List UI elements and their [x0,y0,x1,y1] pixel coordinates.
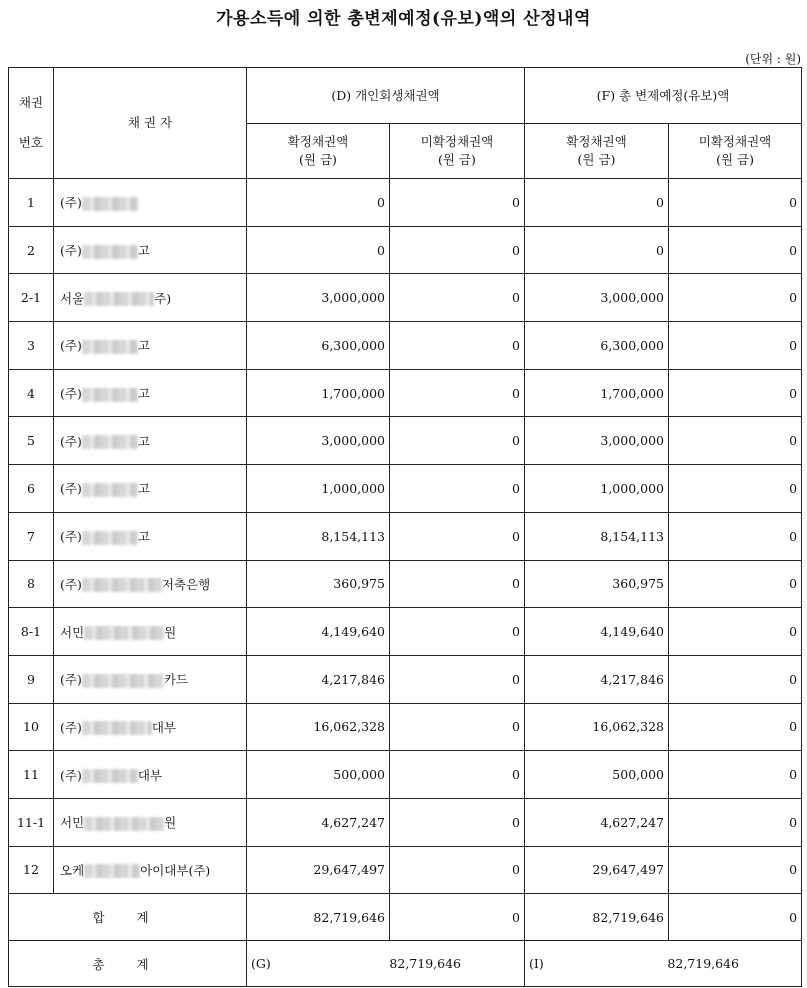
d-unconfirmed-amount: 0 [390,655,525,703]
table-row [9,322,802,370]
d-confirmed-amount: 3,000,000 [247,274,390,322]
d-unconfirmed-amount: 0 [390,226,525,274]
creditor-name [54,226,247,274]
total-g-cell [247,941,525,987]
creditor-name [54,655,247,703]
f-confirmed-amount: 6,300,000 [525,322,669,370]
total-row [9,941,802,987]
f-unconfirmed-amount: 0 [669,608,802,656]
creditor-name [54,179,247,227]
table-row [9,274,802,322]
creditor-suffix: 원 [164,624,177,640]
total-label: 총 계 [9,941,247,987]
header-no-line2: 번호 [18,135,44,150]
f-unconfirmed-amount: 0 [669,417,802,465]
f-confirmed-amount: 500,000 [525,751,669,799]
f-unconfirmed-amount: 0 [669,226,802,274]
d-confirmed-amount: 16,062,328 [247,703,390,751]
f-confirmed-amount: 0 [525,226,669,274]
d-confirmed-amount: 6,300,000 [247,322,390,370]
total-g-label: (G) [251,956,271,972]
d-unconfirmed-amount: 0 [390,751,525,799]
d-confirmed-amount: 0 [247,179,390,227]
d-unconfirmed-amount: 0 [390,179,525,227]
header-f-unconfirmed [669,124,802,179]
header-no-line1: 채권 [18,95,44,110]
row-number: 10 [9,703,54,751]
d-unconfirmed-amount: 0 [390,465,525,513]
creditor-name [54,274,247,322]
d-confirmed-amount: 4,217,846 [247,655,390,703]
f-unconfirmed-amount: 0 [669,798,802,846]
redacted-name-mask [82,388,138,402]
creditor-prefix: 오케 [60,862,85,878]
creditor-prefix: (주) [60,529,82,545]
f-unconfirmed-amount: 0 [669,465,802,513]
redacted-name-mask [82,245,138,259]
header-d-unconfirmed-unit: (원 금) [438,152,476,167]
creditor-suffix: 고 [137,529,150,545]
header-d-confirmed [247,124,390,179]
creditor-suffix: 고 [137,433,150,449]
creditor-name [54,846,247,894]
d-unconfirmed-amount: 0 [390,274,525,322]
f-unconfirmed-amount: 0 [669,322,802,370]
f-unconfirmed-amount: 0 [669,369,802,417]
d-unconfirmed-amount: 0 [390,560,525,608]
redacted-name-mask [82,435,138,449]
redacted-name-mask [82,531,138,545]
d-confirmed-amount: 3,000,000 [247,417,390,465]
row-number: 3 [9,322,54,370]
f-confirmed-amount: 1,700,000 [525,369,669,417]
f-unconfirmed-amount: 0 [669,512,802,560]
creditor-prefix: 서울 [60,290,85,306]
creditor-name [54,322,247,370]
creditor-suffix: 고 [137,481,150,497]
creditor-suffix: 대부 [151,719,176,735]
f-confirmed-amount: 3,000,000 [525,417,669,465]
f-unconfirmed-amount: 0 [669,560,802,608]
table-row [9,465,802,513]
header-f-unconfirmed-label: 미확정채권액 [698,134,772,149]
table-row [9,703,802,751]
header-f-confirmed [525,124,669,179]
row-number: 1 [9,179,54,227]
f-confirmed-amount: 360,975 [525,560,669,608]
redacted-name-mask [84,292,154,306]
creditor-prefix: (주) [60,576,82,592]
f-confirmed-amount: 16,062,328 [525,703,669,751]
subtotal-f-confirmed: 82,719,646 [525,894,669,941]
header-d-unconfirmed-label: 미확정채권액 [420,134,494,149]
f-unconfirmed-amount: 0 [669,751,802,799]
table-row [9,846,802,894]
header-d-unconfirmed [390,124,525,179]
header-row-1 [9,68,802,124]
table-row [9,226,802,274]
creditor-prefix: 서민 [60,815,85,831]
redacted-name-mask [82,721,152,735]
row-number: 5 [9,417,54,465]
creditor-name [54,465,247,513]
table-row [9,179,802,227]
header-d-confirmed-label: 확정채권액 [287,134,349,149]
creditor-prefix: (주) [60,481,82,497]
creditor-suffix: 카드 [163,672,188,688]
creditor-suffix: 고 [137,243,150,259]
table-row [9,655,802,703]
header-f-confirmed-label: 확정채권액 [566,134,627,149]
table-row [9,608,802,656]
subtotal-f-unconfirmed: 0 [669,894,802,941]
f-unconfirmed-amount: 0 [669,179,802,227]
creditor-name [54,608,247,656]
header-d-confirmed-unit: (원 금) [299,152,337,167]
total-i-label: (I) [529,956,544,972]
header-f-confirmed-unit: (원 금) [577,152,616,167]
f-confirmed-amount: 29,647,497 [525,846,669,894]
redacted-name-mask [82,483,138,497]
row-number: 8-1 [9,608,54,656]
f-confirmed-amount: 8,154,113 [525,512,669,560]
creditor-prefix: (주) [60,243,82,259]
creditor-prefix: (주) [60,433,82,449]
table-row [9,512,802,560]
f-unconfirmed-amount: 0 [669,703,802,751]
creditor-name [54,703,247,751]
d-confirmed-amount: 29,647,497 [247,846,390,894]
f-confirmed-amount: 4,149,640 [525,608,669,656]
creditor-name [54,369,247,417]
creditor-prefix: (주) [60,195,82,211]
table-row [9,560,802,608]
subtotal-d-confirmed: 82,719,646 [247,894,390,941]
d-confirmed-amount: 500,000 [247,751,390,799]
f-unconfirmed-amount: 0 [669,655,802,703]
creditor-suffix: 대부 [137,767,162,783]
f-unconfirmed-amount: 0 [669,274,802,322]
d-unconfirmed-amount: 0 [390,417,525,465]
creditor-prefix: (주) [60,719,82,735]
row-number: 7 [9,512,54,560]
table-row [9,751,802,799]
row-number: 4 [9,369,54,417]
d-unconfirmed-amount: 0 [390,512,525,560]
d-confirmed-amount: 360,975 [247,560,390,608]
d-confirmed-amount: 1,700,000 [247,369,390,417]
header-f-unconfirmed-unit: (원 금) [716,152,754,167]
d-confirmed-amount: 1,000,000 [247,465,390,513]
redacted-name-mask [84,626,164,640]
d-unconfirmed-amount: 0 [390,798,525,846]
f-confirmed-amount: 4,627,247 [525,798,669,846]
creditor-suffix: 고 [137,386,150,402]
unit-label: (단위 : 원) [745,52,801,66]
header-creditor: 채 권 자 [54,68,247,179]
f-confirmed-amount: 0 [525,179,669,227]
f-unconfirmed-amount: 0 [669,846,802,894]
row-number: 11 [9,751,54,799]
d-unconfirmed-amount: 0 [390,608,525,656]
creditor-prefix: (주) [60,767,82,783]
creditor-suffix: 아이대부(주) [140,862,211,878]
subtotal-d-unconfirmed: 0 [390,894,525,941]
total-i-value: 82,719,646 [667,956,739,972]
header-group-d: (D) 개인회생채권액 [247,68,525,124]
redacted-name-mask [82,197,138,211]
creditor-name [54,512,247,560]
d-confirmed-amount: 0 [247,226,390,274]
table-row [9,798,802,846]
redacted-name-mask [82,674,164,688]
document-title: 가용소득에 의한 총변제예정(유보)액의 산정내역 [216,9,591,29]
creditor-suffix: 저축은행 [161,576,211,592]
creditor-prefix: (주) [60,386,82,402]
subtotal-label: 합 계 [9,894,247,941]
header-group-f: (F) 총 변제예정(유보)액 [525,68,802,124]
d-unconfirmed-amount: 0 [390,322,525,370]
repayment-table [8,67,802,987]
creditor-suffix: 고 [137,338,150,354]
creditor-suffix: 주) [154,290,172,306]
creditor-suffix: 원 [164,815,177,831]
creditor-prefix: 서민 [60,624,85,640]
redacted-name-mask [82,769,138,783]
row-number: 6 [9,465,54,513]
row-number: 9 [9,655,54,703]
header-no-cell [9,68,54,179]
creditor-name [54,798,247,846]
row-number: 12 [9,846,54,894]
creditor-name [54,751,247,799]
row-number: 8 [9,560,54,608]
d-unconfirmed-amount: 0 [390,846,525,894]
table-row [9,417,802,465]
creditor-prefix: (주) [60,338,82,354]
redacted-name-mask [82,340,138,354]
total-i-cell [525,941,802,987]
row-number: 11-1 [9,798,54,846]
creditor-name [54,417,247,465]
row-number: 2 [9,226,54,274]
creditor-name [54,560,247,608]
creditor-prefix: (주) [60,672,82,688]
redacted-name-mask [82,578,162,592]
redacted-name-mask [84,817,164,831]
redacted-name-mask [84,864,140,878]
d-confirmed-amount: 8,154,113 [247,512,390,560]
f-confirmed-amount: 4,217,846 [525,655,669,703]
f-confirmed-amount: 1,000,000 [525,465,669,513]
total-g-value: 82,719,646 [389,956,461,972]
d-unconfirmed-amount: 0 [390,369,525,417]
d-unconfirmed-amount: 0 [390,703,525,751]
d-confirmed-amount: 4,149,640 [247,608,390,656]
d-confirmed-amount: 4,627,247 [247,798,390,846]
table-row [9,369,802,417]
subtotal-row [9,894,802,941]
row-number: 2-1 [9,274,54,322]
f-confirmed-amount: 3,000,000 [525,274,669,322]
